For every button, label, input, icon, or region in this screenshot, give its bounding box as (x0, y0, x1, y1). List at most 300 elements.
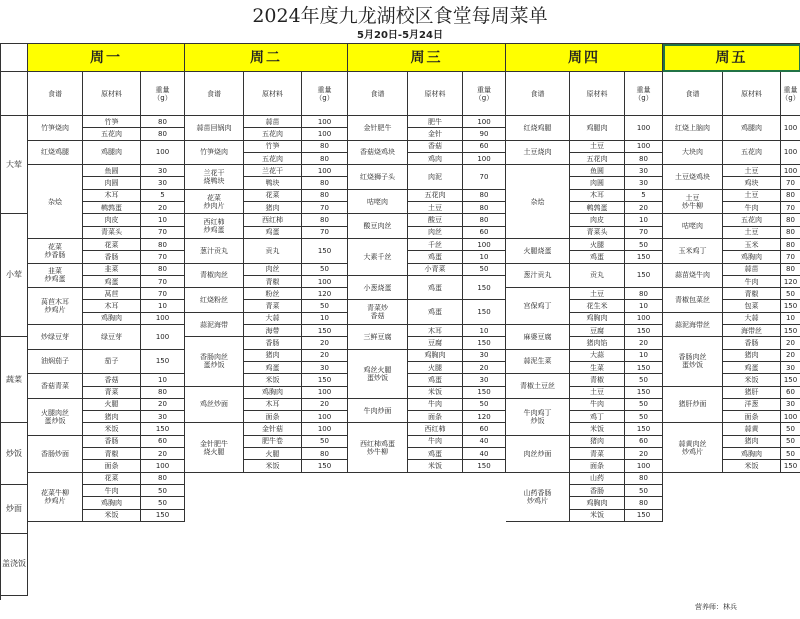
ingredient-weight: 120 (302, 288, 348, 300)
ingredient-weight: 100 (302, 128, 348, 140)
ingredient: 五花肉 (244, 128, 302, 140)
ingredient-weight: 90 (463, 128, 506, 140)
ingredient: 土豆 (408, 202, 463, 214)
ingredient-weight: 50 (625, 485, 663, 497)
ingredient-weight: 50 (463, 399, 506, 411)
ingredient: 鸡蛋 (723, 362, 781, 374)
ingredient: 肉泥 (408, 165, 463, 190)
ingredient: 牛肉 (408, 436, 463, 448)
ingredient-weight: 50 (625, 399, 663, 411)
ingredient-weight: 60 (463, 141, 506, 153)
dish-name: 香肠炒面 (28, 436, 83, 473)
ingredient-weight: 80 (302, 141, 348, 153)
dish-name: 香肠肉丝 蛋炒饭 (663, 337, 723, 386)
ingredient: 鱼圆 (83, 165, 141, 177)
dish-name: 红烧粉丝 (185, 288, 244, 313)
ingredient: 鹌鹑蛋 (570, 202, 625, 214)
ingredient-weight: 80 (625, 288, 663, 300)
dish-name: 土豆烧鸡块 (663, 165, 723, 190)
ingredient: 木耳 (83, 300, 141, 312)
ingredient: 米饭 (570, 510, 625, 522)
ingredient-weight: 80 (302, 153, 348, 165)
material-column-header: 原材料 (244, 72, 302, 116)
dish-name: 酸豆肉丝 (348, 214, 408, 239)
ingredient-weight: 150 (625, 423, 663, 435)
ingredient-weight: 80 (463, 214, 506, 226)
ingredient-weight: 100 (302, 276, 348, 288)
ingredient: 面条 (408, 411, 463, 423)
ingredient-weight: 20 (302, 399, 348, 411)
ingredient: 肉圆 (83, 177, 141, 189)
dish-column-header: 食谱 (185, 72, 244, 116)
ingredient: 鸡腿肉 (570, 116, 625, 141)
ingredient: 米饭 (723, 374, 781, 386)
dish-name: 竹笋烧肉 (28, 116, 83, 141)
ingredient-weight: 80 (141, 128, 185, 140)
dish-name: 蒜泥生菜 (506, 350, 570, 375)
ingredient-weight: 20 (781, 337, 800, 349)
ingredient: 五花肉 (244, 153, 302, 165)
ingredient-weight: 50 (781, 448, 800, 460)
dish-name: 金针肥牛 烧火腿 (185, 423, 244, 472)
ingredient-weight: 80 (781, 264, 800, 276)
ingredient: 米饭 (83, 423, 141, 435)
ingredient-weight: 10 (302, 313, 348, 325)
ingredient: 香菇 (408, 141, 463, 153)
ingredient-weight: 80 (463, 190, 506, 202)
dish-column-header: 食谱 (348, 72, 408, 116)
ingredient: 牛肉 (83, 485, 141, 497)
dish-column-header: 食谱 (506, 72, 570, 116)
category-label: 炒面 (1, 485, 28, 534)
ingredient: 鸡丁 (570, 411, 625, 423)
ingredient: 土豆 (723, 190, 781, 202)
ingredient-weight: 150 (463, 337, 506, 349)
ingredient: 肉丝 (244, 264, 302, 276)
ingredient-weight: 30 (141, 177, 185, 189)
ingredient-weight: 150 (625, 251, 663, 263)
dish-name: 杂烩 (506, 165, 570, 239)
ingredient: 牛肉 (723, 202, 781, 214)
ingredient-weight: 100 (781, 165, 800, 177)
dish-name: 花菜牛柳 炒鸡片 (28, 473, 83, 522)
dish-name: 土豆烧肉 (506, 141, 570, 166)
ingredient: 肉丝 (408, 227, 463, 239)
ingredient: 牛肉 (723, 276, 781, 288)
ingredient-weight: 80 (625, 153, 663, 165)
ingredient-weight: 150 (302, 460, 348, 472)
ingredient: 五花肉 (83, 128, 141, 140)
ingredient: 鸡蛋 (408, 448, 463, 460)
ingredient-weight: 100 (625, 313, 663, 325)
ingredient-weight: 50 (302, 264, 348, 276)
ingredient-weight: 80 (625, 473, 663, 485)
ingredient: 鸭块 (244, 177, 302, 189)
ingredient: 青菜头 (83, 227, 141, 239)
ingredient: 鸡胸肉 (408, 350, 463, 362)
ingredient: 肉圆 (570, 177, 625, 189)
ingredient: 猪肉 (244, 202, 302, 214)
ingredient: 牛肉 (570, 399, 625, 411)
ingredient-weight: 40 (463, 436, 506, 448)
ingredient: 土豆 (570, 387, 625, 399)
dish-name: 蒜泥海带丝 (663, 313, 723, 338)
ingredient-weight: 50 (625, 239, 663, 251)
category-label: 蔬菜 (1, 337, 28, 423)
dietitian-note: 营养师：林兵 (695, 603, 737, 611)
ingredient: 鸡蛋 (83, 276, 141, 288)
weight-column-header: 重量 （g） (781, 72, 800, 116)
ingredient-weight: 30 (625, 177, 663, 189)
ingredient: 土豆 (723, 165, 781, 177)
dish-name: 杂烩 (28, 165, 83, 239)
ingredient: 豆腐 (570, 325, 625, 337)
ingredient-weight: 20 (302, 350, 348, 362)
dish-name: 葱汁贡丸 (185, 239, 244, 264)
ingredient-weight: 10 (625, 350, 663, 362)
ingredient: 猪肉 (570, 436, 625, 448)
ingredient: 韭菜 (83, 264, 141, 276)
ingredient-weight: 100 (302, 423, 348, 435)
ingredient-weight: 150 (625, 325, 663, 337)
ingredient-weight: 150 (463, 387, 506, 399)
weight-column-header: 重量 （g） (625, 72, 663, 116)
dish-name: 宫保鸡丁 (506, 288, 570, 325)
dish-name: 青椒土豆丝 (506, 374, 570, 399)
ingredient-weight: 150 (625, 264, 663, 289)
dish-name: 韭菜 炒鸡蛋 (28, 264, 83, 289)
ingredient-weight: 10 (463, 251, 506, 263)
ingredient: 土豆 (570, 288, 625, 300)
material-column-header: 原材料 (570, 72, 625, 116)
ingredient-weight: 100 (302, 411, 348, 423)
ingredient: 西红柿 (244, 214, 302, 226)
ingredient-weight: 100 (625, 460, 663, 472)
ingredient: 香肠 (723, 337, 781, 349)
ingredient: 木耳 (83, 190, 141, 202)
ingredient: 青椒 (570, 374, 625, 386)
ingredient: 鸡胸肉 (83, 497, 141, 509)
ingredient-weight: 10 (625, 300, 663, 312)
ingredient-weight: 80 (781, 239, 800, 251)
ingredient-weight: 5 (625, 190, 663, 202)
ingredient: 贡丸 (244, 239, 302, 264)
ingredient: 肉皮 (83, 214, 141, 226)
ingredient: 鸡蛋 (244, 362, 302, 374)
day-header-tue: 周二 (185, 44, 348, 72)
ingredient: 鱼圆 (570, 165, 625, 177)
ingredient-weight: 120 (463, 411, 506, 423)
dish-name: 红烧狮子头 (348, 165, 408, 190)
dish-column-header: 食谱 (28, 72, 83, 116)
ingredient: 莴苣 (83, 288, 141, 300)
ingredient-weight: 70 (141, 251, 185, 263)
ingredient-weight: 80 (302, 214, 348, 226)
date-range: 5月20日-5月24日 (357, 30, 443, 41)
ingredient-weight: 100 (463, 116, 506, 128)
ingredient: 千丝 (408, 239, 463, 251)
dish-name: 大块肉 (663, 141, 723, 166)
ingredient: 竹笋 (83, 116, 141, 128)
ingredient: 五花肉 (723, 141, 781, 166)
dish-name: 青椒包菜丝 (663, 288, 723, 313)
ingredient: 米饭 (244, 374, 302, 386)
ingredient-weight: 100 (625, 141, 663, 153)
ingredient: 火腿 (408, 362, 463, 374)
ingredient: 木耳 (570, 190, 625, 202)
ingredient: 贡丸 (570, 264, 625, 289)
ingredient-weight: 20 (141, 448, 185, 460)
dish-name: 莴苣木耳 炒鸡片 (28, 288, 83, 325)
ingredient-weight: 150 (781, 325, 800, 337)
dish-name: 玉米鸡丁 (663, 239, 723, 264)
ingredient: 鸡胸肉 (570, 313, 625, 325)
ingredient-weight: 70 (625, 227, 663, 239)
ingredient-weight: 20 (625, 202, 663, 214)
category-label: 盖浇饭 (1, 534, 28, 595)
ingredient: 米饭 (723, 460, 781, 472)
ingredient-weight: 20 (302, 337, 348, 349)
ingredient-weight: 80 (141, 116, 185, 128)
ingredient: 香菇 (83, 374, 141, 386)
ingredient-weight: 120 (781, 276, 800, 288)
ingredient: 牛肉 (408, 399, 463, 411)
ingredient: 蒜苗 (723, 264, 781, 276)
ingredient: 粉丝 (244, 288, 302, 300)
ingredient-weight: 80 (463, 202, 506, 214)
dish-name: 火腿烧蛋 (506, 239, 570, 264)
ingredient-weight: 100 (625, 116, 663, 141)
ingredient-weight: 100 (781, 141, 800, 166)
dish-name: 兰花干 烧鸭块 (185, 165, 244, 190)
ingredient-weight: 20 (141, 399, 185, 411)
weight-column-header: 重量 （g） (302, 72, 348, 116)
ingredient: 火腿 (570, 239, 625, 251)
category-label: 小荤 (1, 214, 28, 337)
ingredient-weight: 80 (141, 264, 185, 276)
ingredient-weight: 80 (781, 227, 800, 239)
ingredient: 鸡胸肉 (244, 387, 302, 399)
dish-name: 蒜苗烧牛肉 (663, 264, 723, 289)
dish-name: 蒜黄肉丝 炒鸡片 (663, 423, 723, 472)
ingredient-weight: 20 (781, 350, 800, 362)
ingredient-weight: 150 (625, 362, 663, 374)
dish-name: 山药香肠 炒鸡片 (506, 473, 570, 522)
ingredient: 洋葱 (723, 399, 781, 411)
day-header-mon: 周一 (28, 44, 185, 72)
ingredient-weight: 10 (141, 374, 185, 386)
ingredient-weight: 70 (463, 165, 506, 190)
dish-name: 火腿肉丝 蛋炒饭 (28, 399, 83, 436)
ingredient: 猪肉 (244, 350, 302, 362)
ingredient: 包菜 (723, 300, 781, 312)
dish-name: 金针肥牛 (348, 116, 408, 141)
menu-table (0, 43, 800, 600)
ingredient-weight: 70 (302, 202, 348, 214)
ingredient: 猪肉 (723, 436, 781, 448)
ingredient: 青菜 (83, 387, 141, 399)
ingredient-weight: 150 (141, 510, 185, 522)
ingredient: 肥牛 (408, 116, 463, 128)
dish-name: 小葱烧蛋 (348, 276, 408, 301)
ingredient-weight: 30 (141, 411, 185, 423)
dish-name: 红烧上脑肉 (663, 116, 723, 141)
dish-name: 牛肉鸡丁 炒饭 (506, 399, 570, 436)
ingredient-weight: 100 (463, 153, 506, 165)
dish-name: 青椒肉丝 (185, 264, 244, 289)
ingredient: 猪肝 (723, 387, 781, 399)
ingredient: 鸡蛋 (408, 251, 463, 263)
ingredient: 茄子 (83, 350, 141, 375)
ingredient: 鸡蛋 (408, 374, 463, 386)
ingredient-weight: 10 (625, 214, 663, 226)
ingredient: 金针菇 (244, 423, 302, 435)
ingredient: 青菜 (570, 448, 625, 460)
dish-name: 大素千丝 (348, 239, 408, 276)
ingredient-weight: 10 (141, 214, 185, 226)
ingredient: 面条 (83, 460, 141, 472)
ingredient: 酸豆 (408, 214, 463, 226)
material-column-header: 原材料 (723, 72, 781, 116)
ingredient: 西红柿 (408, 423, 463, 435)
ingredient: 肥牛卷 (244, 436, 302, 448)
ingredient-weight: 20 (141, 202, 185, 214)
ingredient-weight: 100 (781, 411, 800, 423)
ingredient: 香肠 (83, 251, 141, 263)
ingredient-weight: 60 (463, 423, 506, 435)
corner-cell (1, 44, 28, 72)
ingredient: 米饭 (244, 460, 302, 472)
ingredient: 生菜 (570, 362, 625, 374)
ingredient-weight: 50 (625, 374, 663, 386)
ingredient-weight: 50 (302, 436, 348, 448)
ingredient-weight: 150 (463, 276, 506, 301)
ingredient-weight: 70 (302, 227, 348, 239)
ingredient-weight: 30 (302, 362, 348, 374)
dish-name: 鸡丝火腿 蛋炒饭 (348, 350, 408, 399)
dish-name: 蒜泥海带 (185, 313, 244, 338)
ingredient-weight: 60 (781, 387, 800, 399)
ingredient-weight: 50 (463, 264, 506, 276)
ingredient: 五花肉 (570, 153, 625, 165)
ingredient: 鸡蛋 (408, 276, 463, 301)
ingredient-weight: 100 (463, 239, 506, 251)
ingredient: 玉米 (723, 239, 781, 251)
ingredient-weight: 100 (302, 116, 348, 128)
ingredient-weight: 10 (781, 313, 800, 325)
ingredient-weight: 80 (141, 473, 185, 485)
ingredient: 鸡腿肉 (723, 116, 781, 141)
ingredient: 面条 (244, 411, 302, 423)
ingredient-weight: 70 (141, 288, 185, 300)
ingredient: 海带 (244, 325, 302, 337)
ingredient: 金针 (408, 128, 463, 140)
ingredient-weight: 50 (302, 300, 348, 312)
ingredient: 米饭 (570, 423, 625, 435)
ingredient-weight: 70 (141, 276, 185, 288)
ingredient: 青椒 (244, 276, 302, 288)
ingredient-weight: 150 (302, 239, 348, 264)
ingredient-weight: 100 (141, 141, 185, 166)
ingredient: 鸡蛋 (408, 300, 463, 325)
ingredient-weight: 100 (141, 325, 185, 350)
ingredient: 花菜 (83, 239, 141, 251)
ingredient-weight: 50 (781, 436, 800, 448)
ingredient-weight: 60 (625, 436, 663, 448)
ingredient-weight: 70 (141, 227, 185, 239)
ingredient: 小青菜 (408, 264, 463, 276)
ingredient: 火腿 (244, 448, 302, 460)
ingredient: 猪肉馅 (570, 337, 625, 349)
ingredient: 花生米 (570, 300, 625, 312)
ingredient: 花菜 (244, 190, 302, 202)
ingredient: 土豆 (723, 227, 781, 239)
ingredient-weight: 70 (781, 177, 800, 189)
ingredient: 花菜 (83, 473, 141, 485)
ingredient-weight: 100 (302, 165, 348, 177)
dish-name: 香菇青菜 (28, 374, 83, 399)
ingredient: 香肠 (244, 337, 302, 349)
ingredient-weight: 150 (625, 510, 663, 522)
dish-name: 竹笋烧肉 (185, 141, 244, 166)
ingredient: 面条 (723, 411, 781, 423)
ingredient-weight: 40 (463, 448, 506, 460)
page-title: 2024年度九龙湖校区食堂每周菜单 (252, 5, 548, 27)
ingredient: 土豆 (570, 141, 625, 153)
weight-column-header: 重量 （g） (141, 72, 185, 116)
ingredient: 大蒜 (723, 313, 781, 325)
dish-name: 花菜 炒香肠 (28, 239, 83, 264)
ingredient: 猪肉 (723, 350, 781, 362)
ingredient: 海带丝 (723, 325, 781, 337)
dish-name: 葱汁贡丸 (506, 264, 570, 289)
ingredient: 五花肉 (408, 190, 463, 202)
ingredient: 鸡胸肉 (723, 448, 781, 460)
dish-name: 红烧鸡腿 (28, 141, 83, 166)
dish-name: 香肠肉丝 蛋炒饭 (185, 337, 244, 386)
ingredient-weight: 150 (781, 374, 800, 386)
ingredient: 鸡块 (723, 177, 781, 189)
dish-name: 咕咾肉 (348, 190, 408, 215)
ingredient: 香肠 (83, 436, 141, 448)
ingredient-weight: 150 (302, 374, 348, 386)
dish-name: 土豆 炒牛柳 (663, 190, 723, 215)
ingredient-weight: 50 (781, 288, 800, 300)
ingredient-weight: 80 (302, 190, 348, 202)
ingredient: 鸡肉 (408, 153, 463, 165)
ingredient-weight: 50 (625, 411, 663, 423)
corner-cell (1, 72, 28, 116)
ingredient: 鸡胸肉 (570, 497, 625, 509)
ingredient: 青椒 (723, 288, 781, 300)
ingredient-weight: 100 (141, 460, 185, 472)
ingredient-weight: 70 (781, 202, 800, 214)
dish-name: 炒绿豆芽 (28, 325, 83, 350)
dish-name: 鸡丝炒面 (185, 387, 244, 424)
ingredient: 火腿 (83, 399, 141, 411)
dish-name: 香菇烧鸡块 (348, 141, 408, 166)
material-column-header: 原材料 (408, 72, 463, 116)
category-label: 大荤 (1, 116, 28, 214)
ingredient: 米饭 (408, 460, 463, 472)
ingredient-weight: 150 (781, 300, 800, 312)
dish-name: 麻婆豆腐 (506, 325, 570, 350)
ingredient: 大蒜 (570, 350, 625, 362)
ingredient: 木耳 (408, 325, 463, 337)
ingredient-weight: 80 (781, 190, 800, 202)
ingredient-weight: 30 (141, 165, 185, 177)
ingredient-weight: 50 (141, 497, 185, 509)
